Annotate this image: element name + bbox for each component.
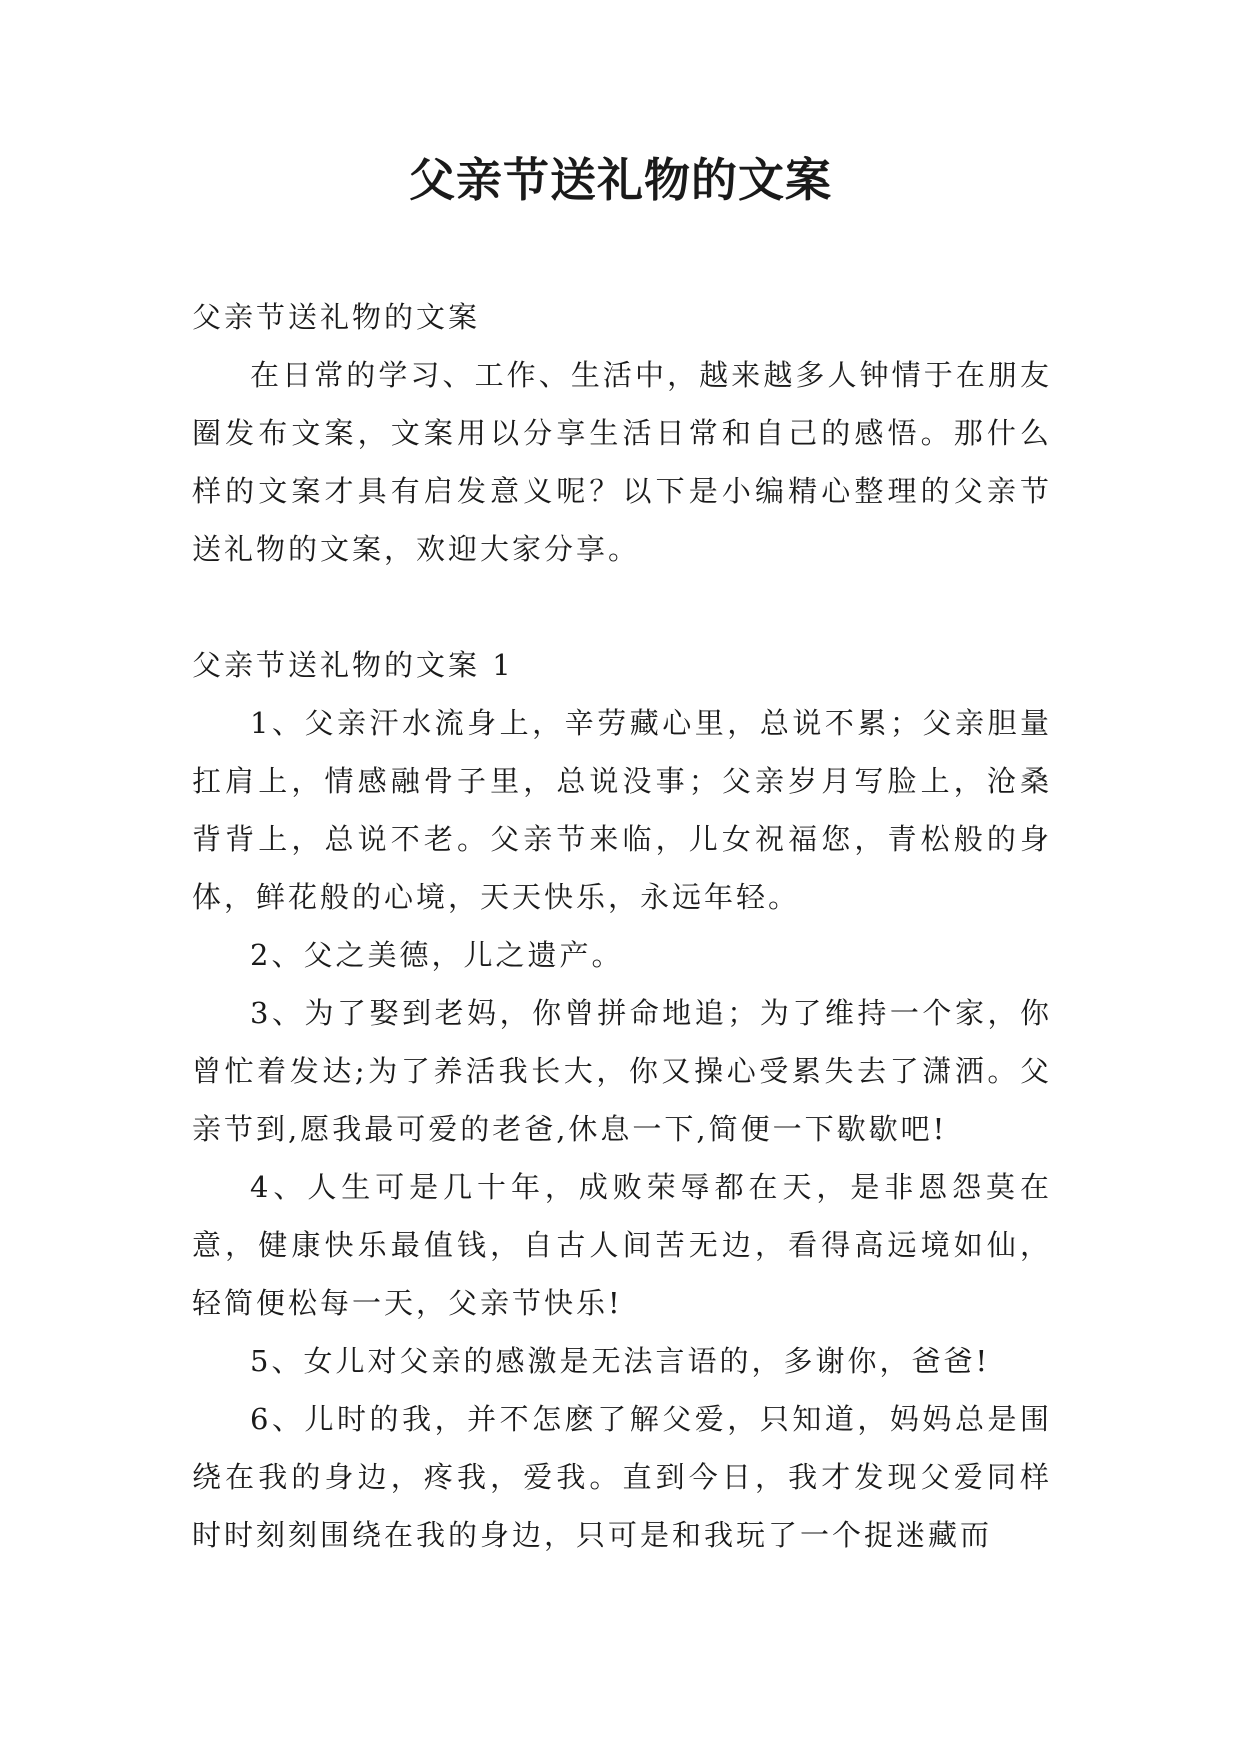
list-item: 3、为了娶到老妈，你曾拼命地追；为了维持一个家，你曾忙着发达;为了养活我长大，你又操心受累失去了潇洒。父亲节到,愿我最可爱的老爸,休息一下,简便一下歇歇吧! xyxy=(192,996,1052,1146)
list-item: 6、儿时的我，并不怎麽了解父爱，只知道，妈妈总是围绕在我的身边，疼我，爱我。直到今日，我才发现父爱同样时时刻刻围绕在我的身边，只可是和我玩了一个捉迷藏而 xyxy=(192,1402,1052,1552)
document-body xyxy=(192,288,1052,1564)
section-spacer xyxy=(192,578,1052,636)
list-item: 2、父之美德，儿之遗产。 xyxy=(250,938,624,972)
intro-paragraph: 在日常的学习、工作、生活中，越来越多人钟情于在朋友圈发布文案，文案用以分享生活日常和自己的感悟。那什么样的文案才具有启发意义呢？以下是小编精心整理的父亲节送礼物的文案，欢迎大家分享。 xyxy=(192,358,1052,566)
list-item: 5、女儿对父亲的感激是无法言语的，多谢你，爸爸! xyxy=(250,1344,991,1378)
document-title: 父亲节送礼物的文案 xyxy=(409,153,832,207)
list-item: 4、人生可是几十年，成败荣辱都在天，是非恩怨莫在意，健康快乐最值钱，自古人间苦无边，看得高远境如仙，轻简便松每一天，父亲节快乐! xyxy=(192,1170,1052,1320)
list-item: 1、父亲汗水流身上，辛劳藏心里，总说不累；父亲胆量扛肩上，情感融骨子里，总说没事；父亲岁月写脸上，沧桑背背上，总说不老。父亲节来临，儿女祝福您，青松般的身体，鲜花般的心境，天天快乐，永远年轻。 xyxy=(192,706,1052,914)
document-subtitle: 父亲节送礼物的文案 xyxy=(192,300,481,334)
section-heading: 父亲节送礼物的文案 1 xyxy=(192,648,514,682)
